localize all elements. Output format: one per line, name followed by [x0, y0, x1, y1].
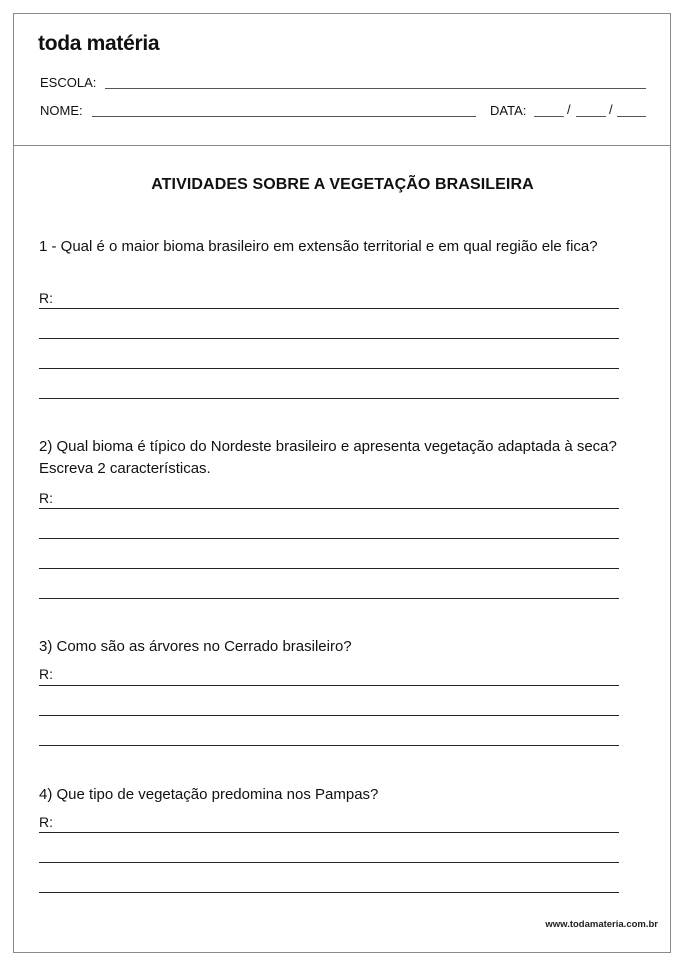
answer-line[interactable]: [39, 398, 619, 399]
date-month-line[interactable]: [576, 116, 606, 117]
date-day-line[interactable]: [534, 116, 564, 117]
answer-line[interactable]: [39, 598, 619, 599]
answer-line[interactable]: [39, 715, 619, 716]
answer-line[interactable]: [39, 862, 619, 863]
answer-prefix: R:: [39, 814, 53, 830]
question-4: 4) Que tipo de vegetação predomina nos Pampas?: [39, 786, 379, 803]
answer-line[interactable]: [39, 538, 619, 539]
answer-line[interactable]: [39, 685, 619, 686]
answer-line[interactable]: [39, 568, 619, 569]
answer-line[interactable]: [39, 368, 619, 369]
date-separator: /: [567, 102, 571, 117]
worksheet-frame: [13, 13, 671, 953]
answer-line[interactable]: [39, 308, 619, 309]
answer-prefix: R:: [39, 290, 53, 306]
answer-line[interactable]: [39, 892, 619, 893]
date-year-line[interactable]: [617, 116, 646, 117]
answer-line[interactable]: [39, 745, 619, 746]
question-2: 2) Qual bioma é típico do Nordeste brasileiro e apresenta vegetação adaptada à seca? Escreva 2 características.: [39, 438, 617, 477]
answer-line[interactable]: [39, 338, 619, 339]
question-1: 1 - Qual é o maior bioma brasileiro em extensão territorial e em qual região ele fica?: [39, 238, 598, 255]
page-title: ATIVIDADES SOBRE A VEGETAÇÃO BRASILEIRA: [151, 176, 534, 193]
question-3: 3) Como são as árvores no Cerrado brasileiro?: [39, 638, 352, 655]
school-input-line[interactable]: [105, 88, 646, 89]
date-separator: /: [609, 102, 613, 117]
answer-line[interactable]: [39, 508, 619, 509]
brand-logo: toda matéria: [38, 32, 160, 55]
header-divider: [14, 145, 670, 146]
name-label: NOME:: [40, 103, 83, 118]
date-label: DATA:: [490, 103, 527, 118]
answer-prefix: R:: [39, 490, 53, 506]
answer-prefix: R:: [39, 666, 53, 682]
school-label: ESCOLA:: [40, 75, 97, 90]
answer-line[interactable]: [39, 832, 619, 833]
footer-website: www.todamateria.com.br: [545, 919, 658, 930]
name-input-line[interactable]: [92, 116, 476, 117]
